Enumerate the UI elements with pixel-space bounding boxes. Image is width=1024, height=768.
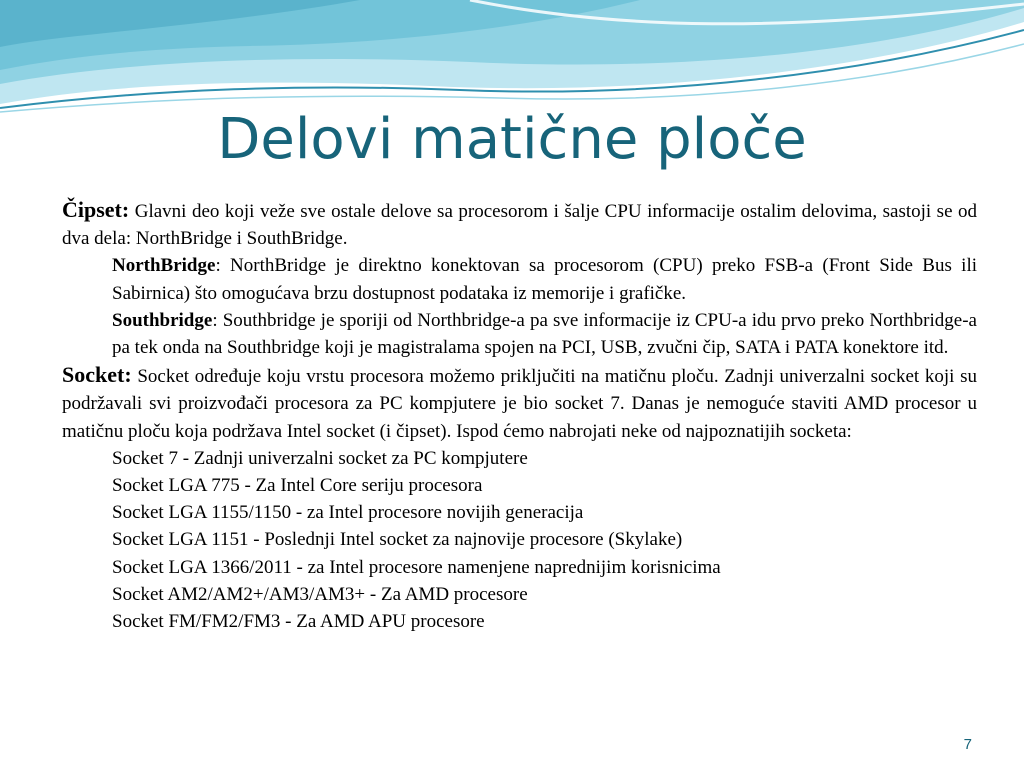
- socket-term: Socket:: [62, 362, 132, 388]
- list-item: Socket LGA 1366/2011 - za Intel procesore namenjene naprednijim korisnicima: [112, 556, 721, 578]
- socket-text: Socket određuje koju vrstu procesora možemo priključiti na matičnu ploču. Zadnji univerzalni socket koji su podržavali svi proizvođači procesora za PC kompjutere je bio socket 7. Danas je nemoguće staviti AMD procesor u matičnu ploču koja podržava Intel socket (i čipset). Ispod ćemo nabrojati neke od najpoznatijih socketa:: [62, 366, 977, 442]
- southbridge-paragraph: [62, 307, 977, 361]
- northbridge-text: : NorthBridge je direktno konektovan sa procesorom (CPU) preko FSB-a (Front Side Bus ili Sabirnica) što omogućava brzu dostupnost podataka iz memorije i grafičke.: [112, 255, 977, 304]
- list-item: Socket 7 - Zadnji univerzalni socket za PC kompjutere: [112, 447, 528, 469]
- northbridge-term: NorthBridge: [112, 255, 216, 277]
- southbridge-term: Southbridge: [112, 309, 213, 331]
- list-item: Socket LGA 775 - Za Intel Core seriju procesora: [112, 475, 483, 497]
- socket-paragraph: [62, 361, 977, 445]
- page-number: 7: [963, 736, 972, 753]
- southbridge-text: : Southbridge je sporiji od Northbridge-a pa sve informacije iz CPU-a idu prvo preko Northbridge-a pa tek onda na Southbridge koji je magistralama spojen na PCI, USB, zvučni čip, SATA i PATA konektore itd.: [112, 309, 977, 359]
- slide-title: Delovi matične ploče: [217, 107, 807, 172]
- chipset-text: Glavni deo koji veže sve ostale delove sa procesorom i šalje CPU informacije ostalim delovima, sastoji se od dva dela: NorthBridge i SouthBridge.: [62, 201, 978, 250]
- chipset-paragraph: [62, 196, 977, 252]
- chipset-term: Čipset:: [62, 197, 130, 222]
- socket-list: [62, 445, 977, 635]
- list-item: Socket AM2/AM2+/AM3/AM3+ - Za AMD procesore: [112, 583, 528, 605]
- list-item: Socket LGA 1151 - Poslednji Intel socket za najnovije procesore (Skylake): [112, 529, 683, 551]
- northbridge-paragraph: [62, 252, 977, 306]
- list-item: Socket FM/FM2/FM3 - Za AMD APU procesore: [112, 611, 485, 633]
- list-item: Socket LGA 1155/1150 - za Intel procesore novijih generacija: [112, 502, 584, 524]
- slide-body: [62, 196, 977, 635]
